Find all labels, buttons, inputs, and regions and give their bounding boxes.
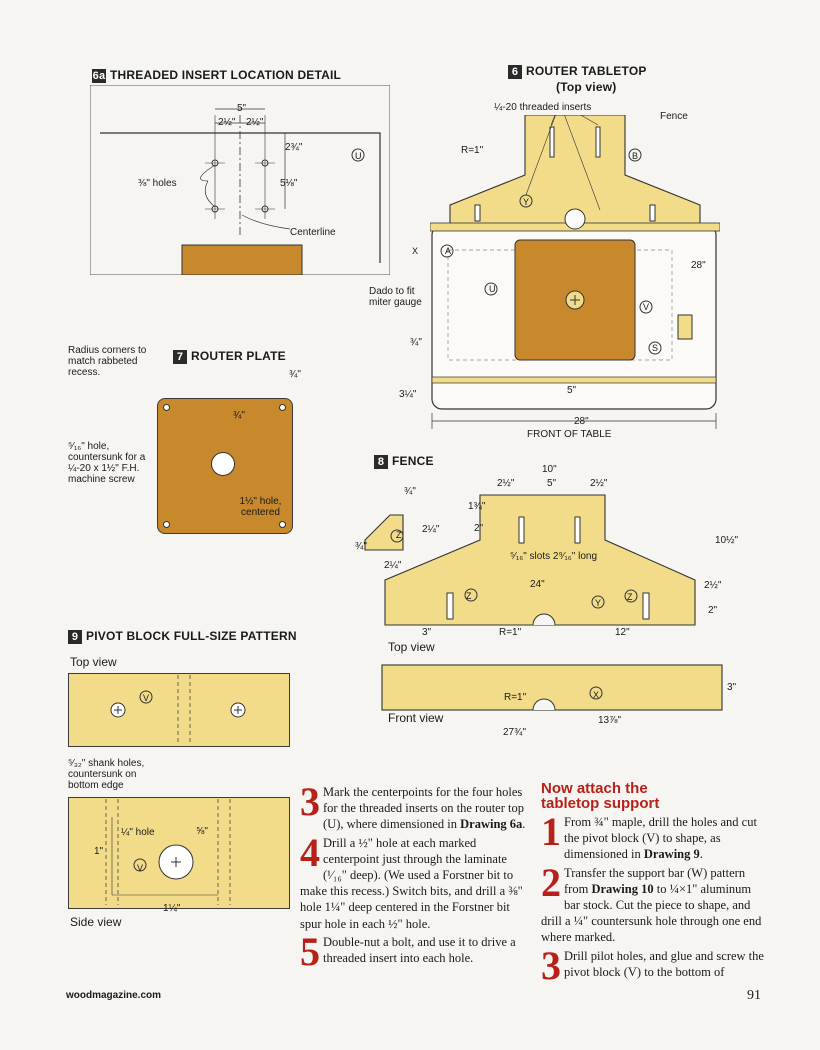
- fig8-dim-2b: 2": [708, 605, 718, 616]
- fig6-subtitle: (Top view): [556, 80, 617, 94]
- fig6a-part-u: U: [355, 151, 362, 161]
- fig6-title: 6 ROUTER TABLETOP: [508, 64, 647, 79]
- fig7-center-note: 1½" hole, centered: [239, 496, 282, 518]
- fig6-part-v: V: [643, 302, 650, 312]
- fig6-dado-note: Dado to fit miter gauge: [369, 286, 422, 308]
- fig8-dim-3q: ¾": [404, 486, 416, 497]
- fig6-dim-28h: 28": [574, 416, 589, 427]
- fig7-center-hole: [211, 452, 235, 476]
- fig8-part-x: X: [593, 690, 600, 700]
- fig8-front-view-label: Front view: [388, 711, 444, 725]
- fig6a-title: 6a THREADED INSERT LOCATION DETAIL: [92, 68, 342, 82]
- fig8-dim-10: 10": [542, 464, 557, 475]
- fig7-screw-hole-bl: [163, 521, 170, 528]
- fig8-dim-3q-b: ¾": [355, 541, 367, 552]
- fig6-dim-28v: 28": [691, 260, 706, 271]
- fig8-dim-2half-c: 2½": [704, 580, 722, 591]
- fig8-slots-note: ⁵⁄₁₆" slots 2⁹⁄₁₆" long: [510, 551, 598, 562]
- fig8-part-z-c: Z: [396, 530, 402, 540]
- fig8-r1: R=1": [499, 627, 522, 638]
- fig8-dim-5: 5": [547, 478, 557, 489]
- section-heading: Now attach the tabletop support: [541, 780, 660, 812]
- fig6a-dim-5: 5": [237, 103, 247, 114]
- fig8-top-view-label: Top view: [388, 640, 435, 654]
- fig8-title: 8 FENCE: [374, 454, 434, 469]
- fig9-hole-label: ¼" hole: [121, 827, 155, 838]
- step-left-5: 5 Double-nut a bolt, and use it to drive a threaded insert into each hole.: [300, 928, 516, 974]
- fig6a-dim-5one8: 5⅛": [280, 178, 298, 189]
- fig9-title: 9 PIVOT BLOCK FULL-SIZE PATTERN: [68, 629, 297, 644]
- fig9-tag: 9: [68, 630, 82, 644]
- fig7-screw-hole-tr: [279, 404, 286, 411]
- fig9-part-v-a: V: [143, 693, 150, 703]
- fig7-hole-note: ⁵⁄₁₆" hole, countersunk for a ¼-20 x 1½" F.H. machine screw: [68, 441, 146, 485]
- fig8-dim-3: 3": [422, 627, 432, 638]
- fig6-part-b: B: [632, 151, 639, 161]
- fig7-radius-note: Radius corners to match rabbeted recess.: [68, 345, 147, 378]
- fig8-dim-27three4: 27¾": [503, 727, 527, 738]
- fig8-part-z-b: Z: [627, 592, 633, 602]
- fig8-part-y: Y: [595, 598, 602, 608]
- fig6-part-x: X: [412, 246, 419, 256]
- fig6a-dim-2half-a: 2½": [218, 117, 236, 128]
- fig9-shank-note: ⁵⁄₃₂" shank holes, countersunk on bottom edge: [68, 758, 145, 791]
- fig7-screw-hole-br: [279, 521, 286, 528]
- fig7-title: 7 ROUTER PLATE: [173, 349, 286, 364]
- step-right-1: 1 From ¾" maple, drill the holes and cut the pivot block (V) to shape, as dimensioned in Drawing 9.: [541, 809, 757, 862]
- fig6-front-label: FRONT OF TABLE: [527, 429, 612, 440]
- fig7-tag: 7: [173, 350, 187, 364]
- fig6-part-a: A: [445, 246, 452, 256]
- fig8-dim-10half: 10½": [715, 535, 739, 546]
- fig7-screw-hole-tl: [163, 404, 170, 411]
- fig6-drawing: [430, 115, 720, 415]
- fig6-fence-label: Fence: [660, 111, 688, 122]
- fig9-dim-1: 1": [94, 846, 104, 857]
- fig9-dim-1one4: 1¼": [163, 903, 181, 914]
- steps-right: [541, 809, 767, 988]
- fig8-dim-1three4: 1¾": [468, 501, 486, 512]
- fig8-drawing: [355, 485, 725, 735]
- fig6-radius: R=1": [461, 145, 484, 156]
- steps-left: [300, 779, 526, 974]
- fig7-dim-3q-a: ¾": [289, 369, 301, 380]
- step-left-4: 4 Drill a ½" hole at each marked centerpoint just through the laminate (¹⁄₁₆" deep). (We used a Forstner bit to make this recess.) Switch bits, and drill a ⅜" hole 1¼" deep centered in the Forstner bit spur hole in each ½" hole.: [300, 829, 523, 931]
- fig8-dim-2one4: 2¼": [422, 524, 440, 535]
- fig8-dim-2one4-b: 2¼": [384, 560, 402, 571]
- fig8-dim-2half-b: 2½": [590, 478, 608, 489]
- fig9-part-v-b: V: [137, 863, 144, 873]
- step-right-3: 3 Drill pilot holes, and glue and screw the pivot block (V) to the bottom of: [541, 942, 764, 988]
- fig9-side-view-label: Side view: [70, 915, 122, 929]
- fig6a-dim-2half-b: 2½": [246, 117, 264, 128]
- fig6-dim-5: 5": [567, 385, 577, 396]
- fig7-dim-3q-b: ¾": [233, 410, 245, 421]
- fig6a-holes-label: ⅜" holes: [138, 178, 177, 189]
- fig6-part-s: S: [652, 343, 659, 353]
- fig6-tag: 6: [508, 65, 522, 79]
- fig8-r1b: R=1": [504, 692, 527, 703]
- fig6-inserts-label: ¼-20 threaded inserts: [494, 102, 592, 113]
- fig6a-dim-2three4: 2¾": [285, 142, 303, 153]
- fig6a-centerline-label: Centerline: [290, 227, 336, 238]
- fig6-part-y: Y: [523, 197, 530, 207]
- fig8-dim-2half-a: 2½": [497, 478, 515, 489]
- fig8-dim-2: 2": [474, 523, 484, 534]
- fig8-dim-12: 12": [615, 627, 630, 638]
- footer-site: woodmagazine.com: [66, 990, 162, 1001]
- fig8-dim-3b: 3": [727, 682, 737, 693]
- page-number: 91: [747, 988, 761, 1003]
- fig6-part-u: U: [489, 284, 496, 294]
- fig8-part-z-a: Z: [466, 591, 472, 601]
- step-right-2: 2 Transfer the support bar (W) pattern from Drawing 10 to ¼×1" aluminum bar stock. Cut the piece to shape, and drill a ¼" countersunk hole through one end where marked.: [541, 859, 762, 945]
- fig6-dim-lines: [430, 405, 720, 435]
- fig6-dim-3q: ¾": [410, 337, 422, 348]
- fig9-top-marks: [68, 673, 290, 747]
- fig9-top-view-label: Top view: [70, 655, 117, 669]
- fig6a-tag: 6a: [92, 70, 106, 82]
- fig8-dim-13seven8: 13⅞": [598, 715, 622, 726]
- fig8-tag: 8: [374, 455, 388, 469]
- step-left-3: 3 Mark the centerpoints for the four holes for the threaded inserts on the router top (U), where dimensioned in Drawing 6a.: [300, 779, 526, 832]
- fig9-dim-5eighth: ⅝": [196, 826, 208, 837]
- fig8-dim-24: 24": [530, 579, 545, 590]
- fig6-dim-3one4: 3¼": [399, 389, 417, 400]
